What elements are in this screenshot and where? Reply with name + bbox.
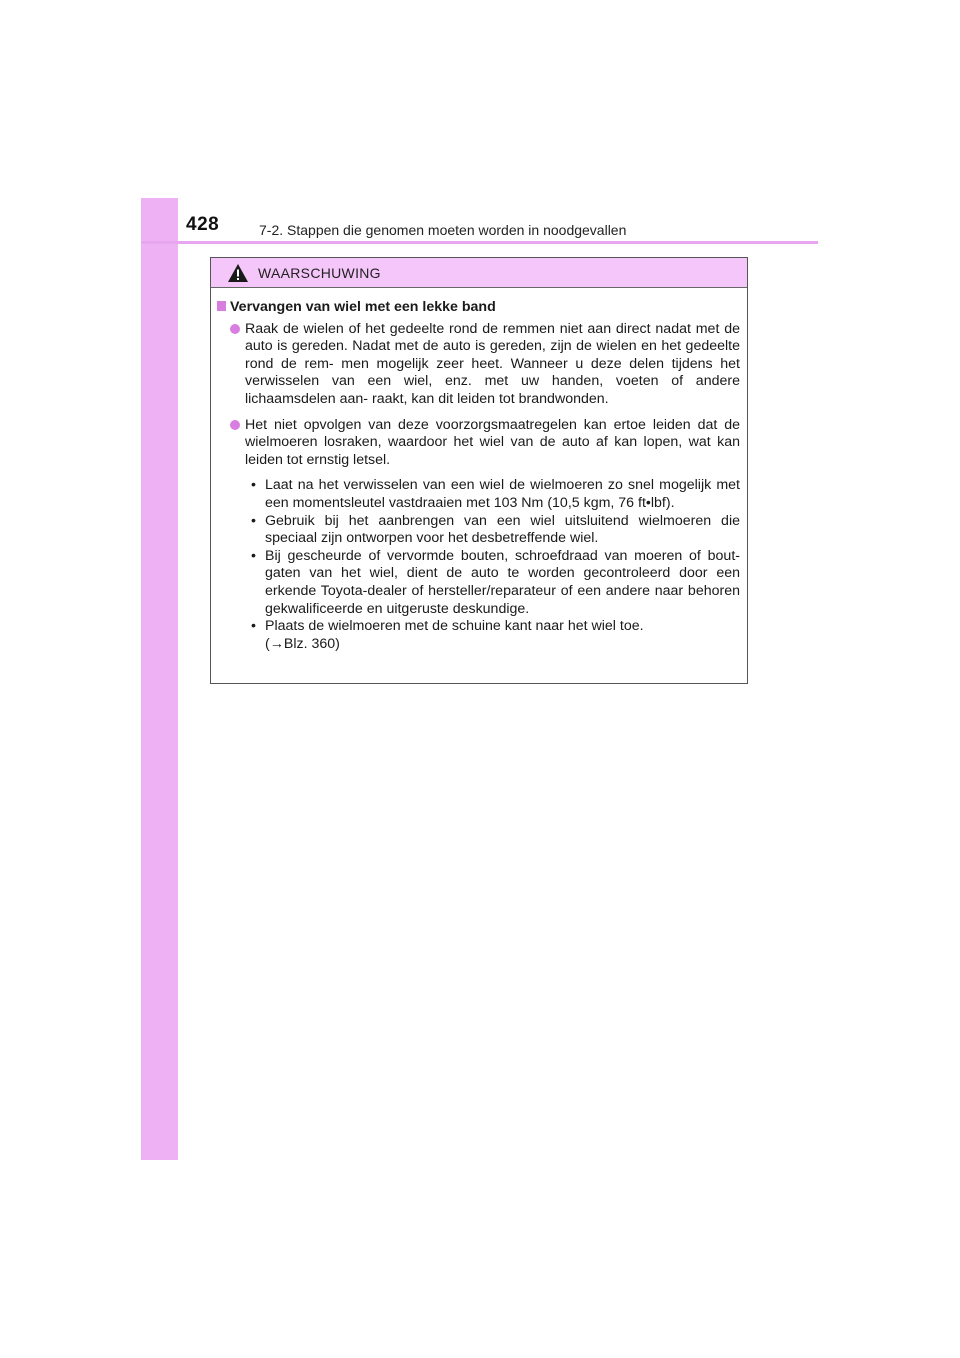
section-title: 7-2. Stappen die genomen moeten worden in noodgevallen xyxy=(259,222,627,238)
page-number: 428 xyxy=(186,214,220,235)
warning-item-1 xyxy=(230,321,740,409)
circle-bullet-icon xyxy=(230,420,240,430)
sub-list-item xyxy=(251,513,740,548)
page-reference: (→Blz. 360) xyxy=(265,635,340,652)
sub-list-item xyxy=(251,477,740,512)
sub-bullet: • xyxy=(251,512,256,529)
chapter-side-tab xyxy=(141,198,178,1160)
circle-bullet-icon xyxy=(230,324,240,334)
sub-list-item-text: Laat na het verwisselen van een wiel de wielmoeren zo snel mogelijk met een momentsleutel vastdraaien met 103 Nm (10,5 kgm, 76 ft•lbf). xyxy=(265,477,740,511)
warning-item-2-text: Het niet opvolgen van deze voorzorgsmaatregelen kan ertoe leiden dat de wielmoeren losraken, waardoor het wiel van de auto af kan lopen, wat kan leiden tot ernstig letsel. xyxy=(245,416,740,468)
header-rule xyxy=(141,241,818,244)
sub-list-item xyxy=(251,618,740,636)
sub-bullet: • xyxy=(251,618,256,635)
warning-item-1-text: Raak de wielen of het gedeelte rond de remmen niet aan direct nadat met de auto is gereden. Nadat met de auto is gereden, zijn de wielen en het gedeelte rond de rem- men mogelijk zeer heet. Wanneer u deze delen tijdens het verwisselen van een wiel, enz. met uw handen, voeten of andere lichaamsdelen aan- raakt, kan dit leiden tot brandwonden. xyxy=(245,320,740,407)
warning-label: WAARSCHUWING xyxy=(258,264,381,281)
subhead-text: Vervangen van wiel met een lekke band xyxy=(230,299,496,315)
sub-list-item-text: Gebruik bij het aanbrengen van een wiel uitsluitend wielmoeren die speciaal zijn ontworpen voor het desbetreffende wiel. xyxy=(265,512,740,547)
warning-header xyxy=(211,258,747,288)
warning-triangle-icon xyxy=(227,263,249,283)
warning-item-2 xyxy=(230,417,740,470)
sub-bullet: • xyxy=(251,477,256,494)
sub-list xyxy=(251,477,740,653)
warning-subhead xyxy=(217,299,740,317)
sub-list-item xyxy=(251,548,740,618)
warning-box xyxy=(210,257,748,684)
sub-list-item-text: Bij gescheurde of vervormde bouten, schroefdraad van moeren of bout- gaten van het wiel, dient de auto te worden gecontroleerd door een erkende Toyota-dealer of hersteller/reparateur of een andere naar behoren gekwalificeerde en uitgeruste deskundige. xyxy=(265,547,740,617)
square-bullet-icon xyxy=(217,301,226,311)
sub-bullet: • xyxy=(251,547,256,564)
warning-body xyxy=(211,288,747,653)
sub-list-item-text: Plaats de wielmoeren met de schuine kant naar het wiel toe. xyxy=(265,618,644,635)
